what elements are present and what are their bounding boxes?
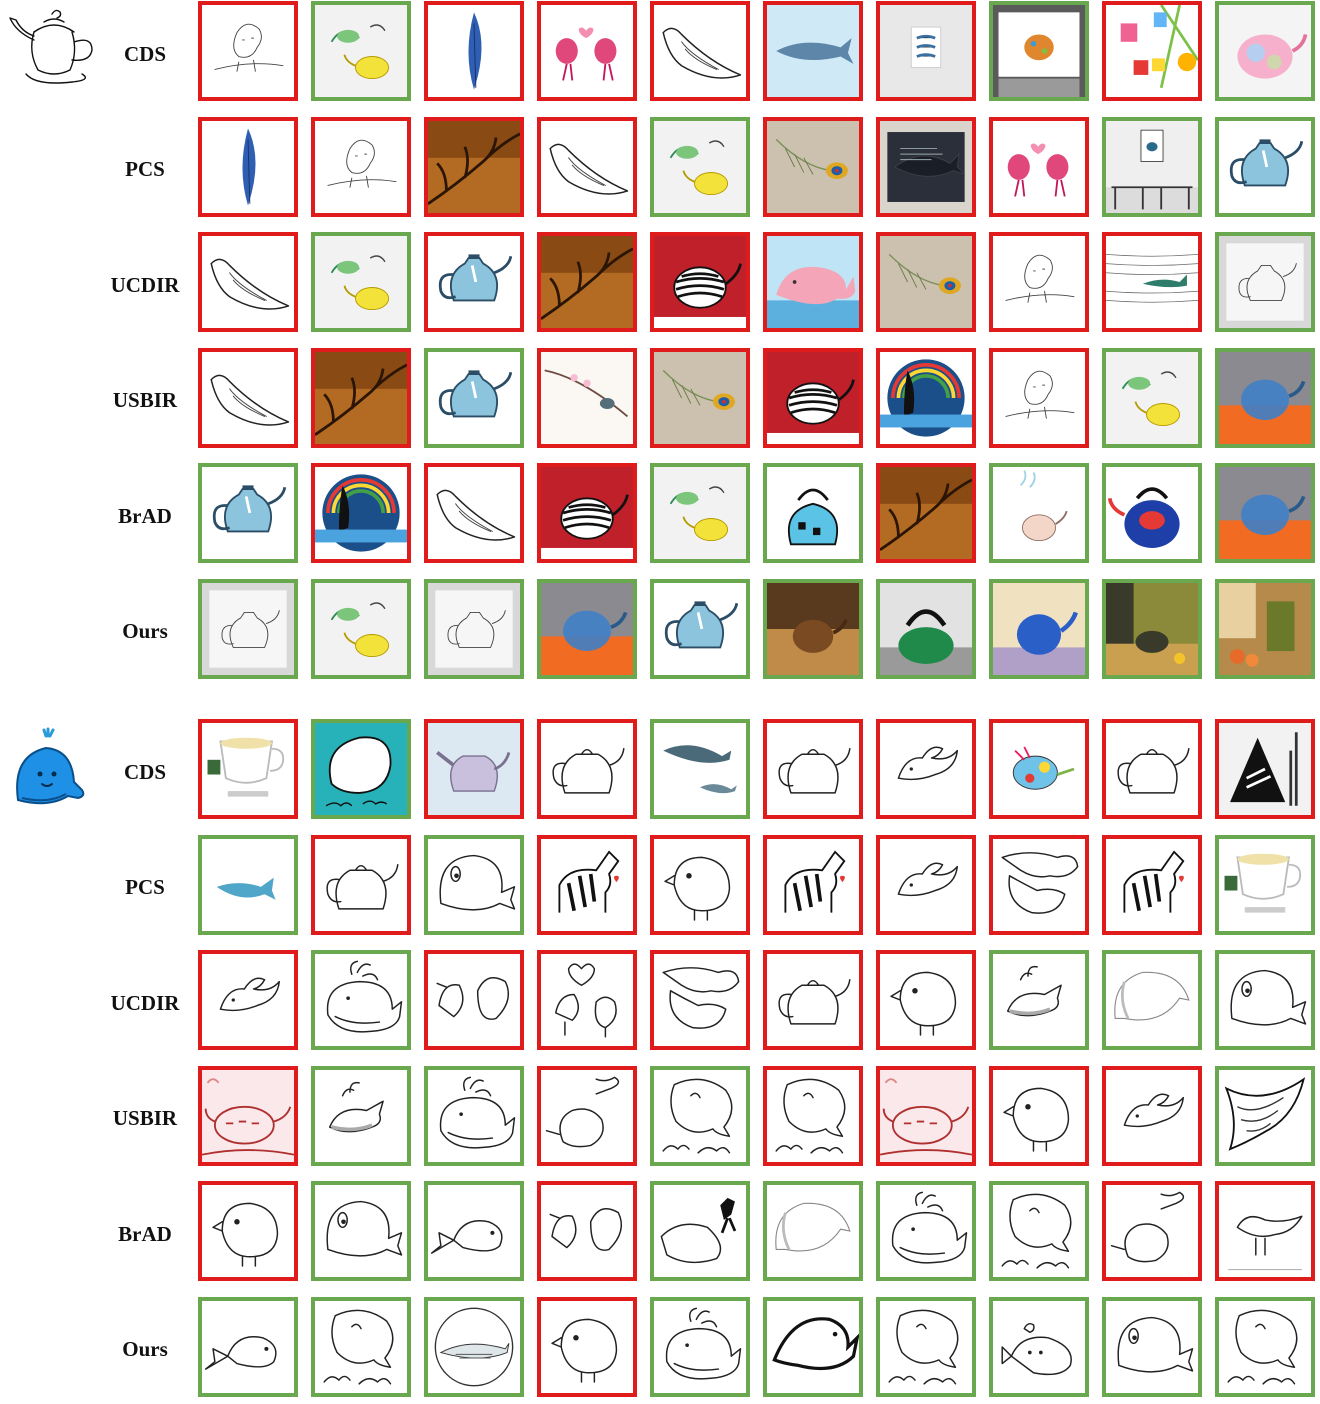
feather-image <box>428 5 520 97</box>
whale-outline-image <box>315 1185 407 1277</box>
retrieval-result-zebra-triangle[interactable] <box>1215 719 1315 819</box>
retrieval-result-teapot-stilllife[interactable] <box>1215 579 1315 679</box>
retrieval-result-teapot-blue[interactable] <box>650 579 750 679</box>
peacock-feather-image <box>767 121 859 213</box>
retrieval-result-teapot-blue[interactable] <box>424 232 524 332</box>
retrieval-result-teapot-blue[interactable] <box>198 463 298 563</box>
retrieval-result-teapot-outline[interactable] <box>537 719 637 819</box>
method-label: PCS <box>125 157 165 181</box>
retrieval-result-bird-small[interactable] <box>1215 1181 1315 1281</box>
retrieval-result-sperm-whale-outline[interactable] <box>763 1066 863 1166</box>
retrieval-result-teapot-cartoon[interactable] <box>1102 348 1202 448</box>
teapot-chinese-image <box>880 1070 972 1162</box>
retrieval-result-dove-outline[interactable] <box>876 719 976 819</box>
retrieval-result-whale-outline[interactable] <box>1215 950 1315 1050</box>
whale-sketch-image <box>654 5 746 97</box>
teapot-orange-bg-image <box>541 583 633 675</box>
sperm-whale-outline-image <box>315 1301 407 1393</box>
retrieval-result-abstract-outline[interactable] <box>989 835 1089 935</box>
bird-branch-image <box>541 352 633 444</box>
teapot-stripes-image <box>654 236 746 328</box>
teapot-blue-image <box>428 236 520 328</box>
retrieval-result-feather[interactable] <box>424 1 524 101</box>
chick-outline-image <box>541 1301 633 1393</box>
bird-sketch-image <box>993 236 1085 328</box>
retrieval-result-whale-spout-outline[interactable] <box>876 1181 976 1281</box>
teapot-outline-image <box>767 723 859 815</box>
retrieval-result-peacock-feather[interactable] <box>650 348 750 448</box>
retrieval-result-whale-circle[interactable] <box>424 1297 524 1397</box>
method-label: CDS <box>123 41 166 66</box>
teapot-stripes-image <box>541 467 633 559</box>
retrieval-result-whale-blue[interactable] <box>763 1 863 101</box>
retrieval-result-zebra-outline[interactable] <box>763 835 863 935</box>
retrieval-result-whale-waves[interactable] <box>1102 232 1202 332</box>
whale-poster-image <box>880 5 972 97</box>
retrieval-result-peacock-feather[interactable] <box>763 117 863 217</box>
retrieval-result-teapot-outline[interactable] <box>1102 719 1202 819</box>
method-label: PCS <box>125 875 165 899</box>
teapot-cartoon-image <box>654 121 746 213</box>
whale-circle-image <box>428 1301 520 1393</box>
method-label: UCDIR <box>110 990 180 1015</box>
method-label: USBIR <box>112 1106 178 1130</box>
method-label: Ours <box>122 619 168 643</box>
branch-painting-image <box>428 121 520 213</box>
whale-simple-image <box>428 1185 520 1277</box>
teapot-orange-bg-image <box>1219 467 1311 559</box>
teapot-blue-image <box>1219 121 1311 213</box>
retrieval-result-whale-small-outline[interactable] <box>311 1066 411 1166</box>
lovebirds-outline-image <box>428 954 520 1046</box>
retrieval-result-teapot-pencil[interactable] <box>198 579 298 679</box>
retrieval-result-teapot-blue[interactable] <box>1215 117 1315 217</box>
retrieval-result-dove-outline[interactable] <box>876 835 976 935</box>
retrieval-result-sperm-whale-outline[interactable] <box>876 1297 976 1397</box>
chick-outline-image <box>880 954 972 1046</box>
bird-sketch-image <box>993 352 1085 444</box>
retrieval-result-teapot-cartoon[interactable] <box>650 117 750 217</box>
retrieval-result-teacup[interactable] <box>1215 835 1315 935</box>
whale-diver-image <box>654 1185 746 1277</box>
whale-faint-image <box>1106 954 1198 1046</box>
retrieval-result-whale-sketch[interactable] <box>537 117 637 217</box>
teapot-cartoon-image <box>654 467 746 559</box>
whale-sketch-image <box>202 352 294 444</box>
teapot-pencil-image <box>1219 236 1311 328</box>
retrieval-result-whale-dark-outline[interactable] <box>763 1297 863 1397</box>
whales-photo-image <box>654 723 746 815</box>
retrieval-result-teapot-outline[interactable] <box>763 719 863 819</box>
teapot-hand-image <box>541 1070 633 1162</box>
teapot-framed-image <box>993 5 1085 97</box>
retrieval-result-teapot-cartoon[interactable] <box>650 463 750 563</box>
retrieval-result-zebra-outline[interactable] <box>537 835 637 935</box>
chick-outline-image <box>202 1185 294 1277</box>
sperm-whale-outline-image <box>880 1301 972 1393</box>
kettle-pattern-image <box>767 467 859 559</box>
retrieval-result-chick-outline[interactable] <box>989 1066 1089 1166</box>
whale-spout-outline-image <box>428 1070 520 1162</box>
retrieval-result-teapot-cartoon[interactable] <box>311 1 411 101</box>
teapot-iron-image <box>1106 583 1198 675</box>
teapot-stilllife-image <box>1219 583 1311 675</box>
retrieval-result-whale-spout-outline[interactable] <box>424 1066 524 1166</box>
retrieval-result-bird-branch[interactable] <box>537 348 637 448</box>
whale-small-outline-image <box>993 954 1085 1046</box>
sperm-whale-outline-image <box>993 1185 1085 1277</box>
retrieval-result-lovebirds-outline[interactable] <box>537 1181 637 1281</box>
whale-spout-outline-image <box>880 1185 972 1277</box>
retrieval-result-sperm-whale-outline[interactable] <box>311 1297 411 1397</box>
whale-blue-image <box>767 5 859 97</box>
whale-spout-outline-image <box>315 954 407 1046</box>
method-label: BrAD <box>118 1221 172 1246</box>
teapot-lavender-image <box>428 723 520 815</box>
branch-painting-image <box>315 352 407 444</box>
retrieval-result-whale-sperm-teal[interactable] <box>311 719 411 819</box>
dove-outline-image <box>880 723 972 815</box>
retrieval-result-peacock-feather[interactable] <box>876 232 976 332</box>
retrieval-result-bird-sketch[interactable] <box>311 117 411 217</box>
retrieval-result-whale-spout-outline[interactable] <box>650 1297 750 1397</box>
bird-sketch-image <box>202 5 294 97</box>
retrieval-result-kettle-pattern[interactable] <box>763 463 863 563</box>
retrieval-result-teapot-pencil[interactable] <box>424 579 524 679</box>
retrieval-result-zebra-outline[interactable] <box>1102 835 1202 935</box>
method-label: CDS <box>123 759 166 784</box>
method-label: Ours <box>122 1337 168 1361</box>
retrieval-result-birds-colorful[interactable] <box>1102 1 1202 101</box>
teapot-outline-image <box>541 723 633 815</box>
retrieval-result-whale-outline[interactable] <box>1102 1297 1202 1397</box>
retrieval-result-teapot-small[interactable] <box>989 463 1089 563</box>
teapot-orange-bg-image <box>1219 352 1311 444</box>
teapot-brown-image <box>767 583 859 675</box>
teapot-small-image <box>993 467 1085 559</box>
teapot-cartoon-image <box>315 583 407 675</box>
retrieval-result-teapot-chinese[interactable] <box>876 1066 976 1166</box>
pink-birds-image <box>541 5 633 97</box>
retrieval-result-bird-sketch[interactable] <box>198 1 298 101</box>
whale-small-image <box>202 839 294 931</box>
teapot-outline-image <box>767 954 859 1046</box>
retrieval-result-sperm-whale-outline[interactable] <box>989 1181 1089 1281</box>
zebra-outline-image <box>767 839 859 931</box>
teacup-image <box>202 723 294 815</box>
teapot-cartoon-image <box>315 5 407 97</box>
retrieval-result-teapot-blue[interactable] <box>424 348 524 448</box>
sperm-whale-outline-image <box>1219 1301 1311 1393</box>
method-row-ours <box>0 578 1320 686</box>
branch-painting-image <box>880 467 972 559</box>
zebra-outline-image <box>541 839 633 931</box>
whale-sketch-image <box>541 121 633 213</box>
method-row-cds <box>0 718 1320 826</box>
retrieval-result-whale-spout-outline[interactable] <box>311 950 411 1050</box>
retrieval-result-chick-outline[interactable] <box>537 1297 637 1397</box>
teapot-pencil-image <box>202 583 294 675</box>
retrieval-result-teapot-framed[interactable] <box>989 1 1089 101</box>
retrieval-result-whale-with-bird[interactable] <box>989 1297 1089 1397</box>
method-row-usbir <box>0 347 1320 455</box>
whale-tail-rainbow-image <box>315 467 407 559</box>
retrieval-result-teapot-lavender[interactable] <box>424 719 524 819</box>
bird-colorful-image <box>993 723 1085 815</box>
pink-birds-image <box>993 121 1085 213</box>
retrieval-result-teapot-enamel[interactable] <box>989 579 1089 679</box>
abstract-outline-image <box>993 839 1085 931</box>
whale-sketch-image <box>428 467 520 559</box>
whale-outline-image <box>428 839 520 931</box>
whale-dark-image <box>880 121 972 213</box>
retrieval-result-teacup[interactable] <box>198 719 298 819</box>
kettle-colorful-image <box>1106 467 1198 559</box>
sperm-whale-outline-image <box>767 1070 859 1162</box>
retrieval-result-branch-painting[interactable] <box>537 232 637 332</box>
whale-pink-image <box>767 236 859 328</box>
retrieval-result-teapot-orange-bg[interactable] <box>1215 463 1315 563</box>
whale-outline-image <box>1106 1301 1198 1393</box>
teapot-cartoon-image <box>1106 352 1198 444</box>
retrieval-result-teapot-pencil[interactable] <box>1215 232 1315 332</box>
teapot-blue-image <box>202 467 294 559</box>
retrieval-result-whale-tail-rainbow[interactable] <box>311 463 411 563</box>
retrieval-result-whale-patterned[interactable] <box>1215 1066 1315 1166</box>
retrieval-result-branch-painting[interactable] <box>876 463 976 563</box>
method-label: BrAD <box>118 503 172 528</box>
dove-outline-image <box>202 954 294 1046</box>
retrieval-result-whale-sketch[interactable] <box>198 232 298 332</box>
method-row-pcs <box>0 834 1320 942</box>
retrieval-result-whale-poster[interactable] <box>876 1 976 101</box>
retrieval-result-whale-dark[interactable] <box>876 117 976 217</box>
retrieval-result-abstract-outline[interactable] <box>650 950 750 1050</box>
retrieval-result-chick-outline[interactable] <box>876 950 976 1050</box>
chick-outline-image <box>993 1070 1085 1162</box>
peacock-feather-image <box>880 236 972 328</box>
teapot-blue-image <box>428 352 520 444</box>
teapot-enamel-image <box>993 583 1085 675</box>
method-row-ucdir <box>0 231 1320 339</box>
whale-outline-image <box>1219 954 1311 1046</box>
retrieval-result-dove-outline[interactable] <box>198 950 298 1050</box>
retrieval-result-whale-sketch[interactable] <box>198 348 298 448</box>
retrieval-result-teapot-orange-bg[interactable] <box>537 579 637 679</box>
retrieval-result-sperm-whale-outline[interactable] <box>650 1066 750 1166</box>
method-row-ours <box>0 1296 1320 1404</box>
retrieval-result-teapot-iron[interactable] <box>1102 579 1202 679</box>
retrieval-result-teapot-hand[interactable] <box>1102 1181 1202 1281</box>
bird-small-image <box>1219 1185 1311 1277</box>
teapot-watercolor-image <box>1219 5 1311 97</box>
retrieval-result-teapot-room[interactable] <box>1102 117 1202 217</box>
retrieval-result-teapot-orange-bg[interactable] <box>1215 348 1315 448</box>
retrieval-result-teapot-hand[interactable] <box>537 1066 637 1166</box>
zebra-triangle-image <box>1219 723 1311 815</box>
whale-simple-image <box>202 1301 294 1393</box>
sperm-whale-outline-image <box>654 1070 746 1162</box>
retrieval-result-whale-simple[interactable] <box>424 1181 524 1281</box>
retrieval-result-dove-outline[interactable] <box>1102 1066 1202 1166</box>
retrieval-result-teapot-cartoon[interactable] <box>311 579 411 679</box>
retrieval-result-whale-faint[interactable] <box>1102 950 1202 1050</box>
method-row-brad <box>0 462 1320 570</box>
teapot-room-image <box>1106 121 1198 213</box>
method-row-brad <box>0 1180 1320 1288</box>
teacup-image <box>1219 839 1311 931</box>
retrieval-result-chick-outline[interactable] <box>650 835 750 935</box>
retrieval-result-whale-small[interactable] <box>198 835 298 935</box>
teapot-blue-image <box>654 583 746 675</box>
dove-outline-image <box>1106 1070 1198 1162</box>
retrieval-result-sperm-whale-outline[interactable] <box>1215 1297 1315 1397</box>
retrieval-result-chick-outline[interactable] <box>198 1181 298 1281</box>
method-row-pcs <box>0 116 1320 224</box>
retrieval-result-whale-tail-rainbow[interactable] <box>876 348 976 448</box>
whale-sperm-teal-image <box>315 723 407 815</box>
zebra-outline-image <box>1106 839 1198 931</box>
whale-tail-rainbow-image <box>880 352 972 444</box>
retrieval-result-teapot-cartoon[interactable] <box>311 232 411 332</box>
retrieval-result-teapot-outline[interactable] <box>763 950 863 1050</box>
feather-image <box>202 121 294 213</box>
chick-outline-image <box>654 839 746 931</box>
retrieval-result-branch-painting[interactable] <box>424 117 524 217</box>
dove-outline-image <box>880 839 972 931</box>
teapot-cartoon-image <box>315 236 407 328</box>
retrieval-result-pink-birds[interactable] <box>537 1 637 101</box>
teapot-outline-image <box>315 839 407 931</box>
branch-painting-image <box>541 236 633 328</box>
peacock-feather-image <box>654 352 746 444</box>
lovebirds-heart-image <box>541 954 633 1046</box>
retrieval-result-bird-sketch[interactable] <box>989 232 1089 332</box>
retrieval-result-branch-painting[interactable] <box>311 348 411 448</box>
retrieval-result-bird-sketch[interactable] <box>989 348 1089 448</box>
retrieval-result-whales-photo[interactable] <box>650 719 750 819</box>
method-label: UCDIR <box>110 272 180 297</box>
teapot-stripes-image <box>767 352 859 444</box>
retrieval-result-whale-small-outline[interactable] <box>989 950 1089 1050</box>
retrieval-result-teapot-stripes[interactable] <box>537 463 637 563</box>
method-row-cds <box>0 0 1320 108</box>
retrieval-result-teapot-stripes[interactable] <box>763 348 863 448</box>
retrieval-result-teapot-stripes[interactable] <box>650 232 750 332</box>
retrieval-result-teapot-brown[interactable] <box>763 579 863 679</box>
retrieval-result-pink-birds[interactable] <box>989 117 1089 217</box>
whale-patterned-image <box>1219 1070 1311 1162</box>
lovebirds-outline-image <box>541 1185 633 1277</box>
method-row-usbir <box>0 1065 1320 1173</box>
retrieval-result-feather[interactable] <box>198 117 298 217</box>
whale-faint-image <box>767 1185 859 1277</box>
retrieval-result-teapot-chinese[interactable] <box>198 1066 298 1166</box>
abstract-outline-image <box>654 954 746 1046</box>
retrieval-result-whale-sketch[interactable] <box>650 1 750 101</box>
bird-sketch-image <box>315 121 407 213</box>
teapot-hand-image <box>1106 1185 1198 1277</box>
retrieval-result-whale-pink[interactable] <box>763 232 863 332</box>
whale-with-bird-image <box>993 1301 1085 1393</box>
retrieval-result-whale-sketch[interactable] <box>424 463 524 563</box>
kettle-green-image <box>880 583 972 675</box>
teapot-pencil-image <box>428 583 520 675</box>
retrieval-result-kettle-colorful[interactable] <box>1102 463 1202 563</box>
retrieval-result-whale-simple[interactable] <box>198 1297 298 1397</box>
retrieval-result-teapot-watercolor[interactable] <box>1215 1 1315 101</box>
whale-small-outline-image <box>315 1070 407 1162</box>
whale-waves-image <box>1106 236 1198 328</box>
teapot-chinese-image <box>202 1070 294 1162</box>
whale-dark-outline-image <box>767 1301 859 1393</box>
retrieval-result-whale-faint[interactable] <box>763 1181 863 1281</box>
teapot-outline-image <box>1106 723 1198 815</box>
whale-spout-outline-image <box>654 1301 746 1393</box>
birds-colorful-image <box>1106 5 1198 97</box>
retrieval-result-whale-outline[interactable] <box>424 835 524 935</box>
retrieval-result-lovebirds-outline[interactable] <box>424 950 524 1050</box>
retrieval-result-lovebirds-heart[interactable] <box>537 950 637 1050</box>
retrieval-result-teapot-outline[interactable] <box>311 835 411 935</box>
whale-sketch-image <box>202 236 294 328</box>
method-row-ucdir <box>0 949 1320 1057</box>
retrieval-result-kettle-green[interactable] <box>876 579 976 679</box>
retrieval-result-whale-diver[interactable] <box>650 1181 750 1281</box>
retrieval-result-bird-colorful[interactable] <box>989 719 1089 819</box>
method-label: USBIR <box>112 388 178 412</box>
retrieval-result-whale-outline[interactable] <box>311 1181 411 1281</box>
